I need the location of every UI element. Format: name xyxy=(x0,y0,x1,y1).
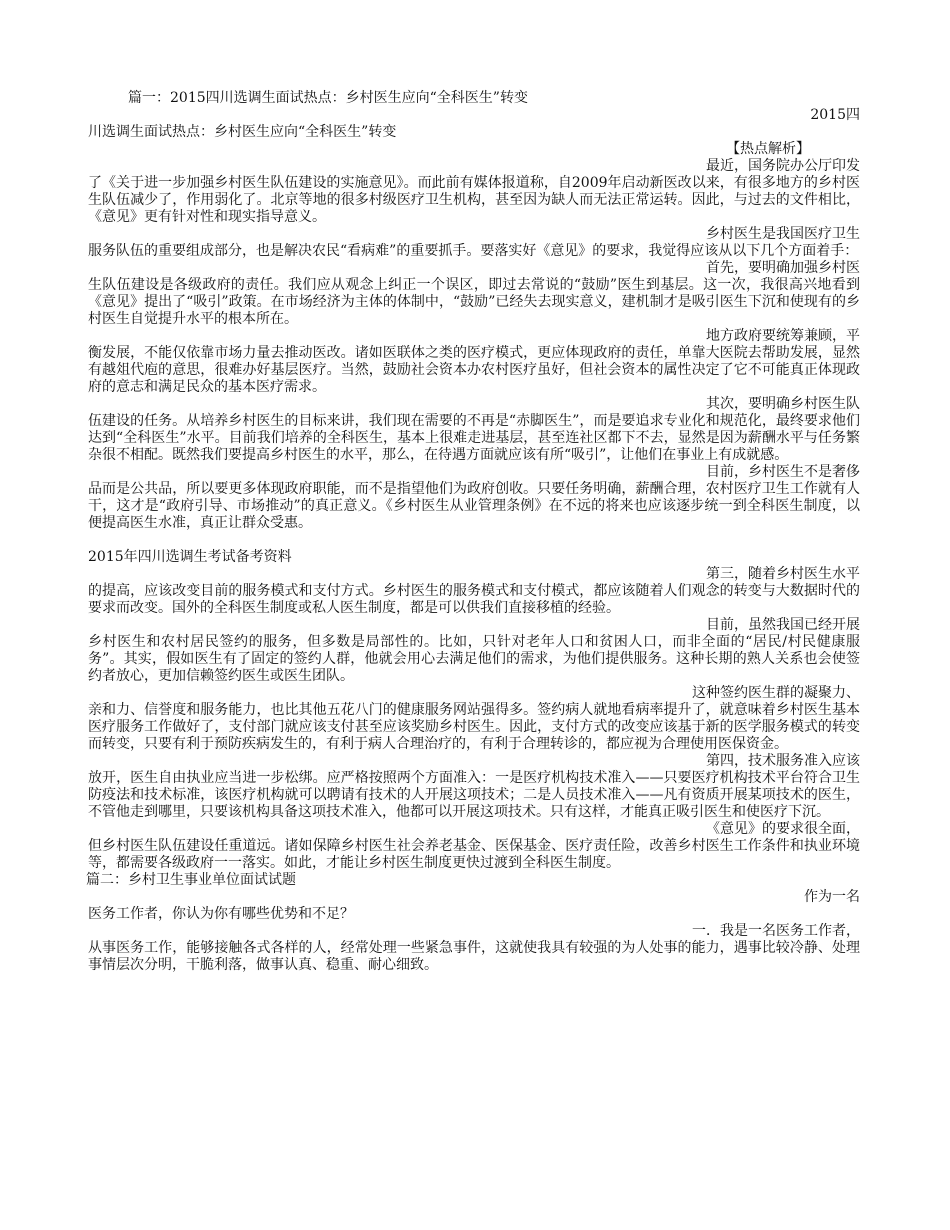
article-title-1: 篇一：2015四川选调生面试热点：乡村医生应向“全科医生”转变 xyxy=(128,90,528,106)
paragraph-9: 亲和力、信誉度和服务能力，也比其他五花八门的健康服务网站强得多。签约病人就地看病率提升了，就意味着乡村医生基本医疗服务工作做好了，支付部门就应该支付甚至应该奖励乡村医生。因此，支付方式的改变应该基于新的医学服务模式的转变而转变，只要有利于预防疾病发生的，有利于病人合理治疗的，有利于合理转诊的，都应视为合理使用医保资金。 xyxy=(88,702,860,752)
paragraph-2: 服务队伍的重要组成部分，也是解决农民“看病难”的重要抓手。要落实好《意见》的要求，我觉得应该从以下几个方面着手： xyxy=(88,243,859,259)
hot-analysis-heading: 【热点解析】 xyxy=(726,141,810,157)
paragraph-3: 生队伍建设是各级政府的责任。我们应从观念上纠正一个误区，即过去常说的“鼓励”医生到基层。这一次，我很高兴地看到《意见》提出了“吸引”政策。在市场经济为主体的体制中，“鼓励”已经失去现实意义，建机制才是吸引医生下沉和使现有的乡村医生自觉提升水平的根本所在。 xyxy=(88,277,860,327)
paragraph-1: 了《关于进一步加强乡村医生队伍建设的实施意见》。而此前有媒体报道称，自2009年启动新医改以来，有很多地方的乡村医生队伍减少了，作用弱化了。北京等地的很多村级医疗卫生机构，甚至因为缺人而无法正常运转。因此，与过去的文件相比，《意见》更有针对性和现实指导意义。 xyxy=(88,175,860,225)
paragraph-5-lead: 其次，要明确乡村医生队 xyxy=(706,396,860,412)
paragraph-2-lead: 乡村医生是我国医疗卫生 xyxy=(706,226,860,242)
paragraph-6-lead: 目前，乡村医生不是奢侈 xyxy=(706,464,860,480)
article-title-1-year: 2015四 xyxy=(810,107,860,123)
article-title-1-continued: 川选调生面试热点：乡村医生应向“全科医生”转变 xyxy=(88,124,397,140)
paragraph-8: 乡村医生和农村居民签约的服务，但多数是局部性的。比如，只针对老年人口和贫困人口，而非全面的“居民/村民健康服务”。其实，假如医生有了固定的签约人群，他就会用心去满足他们的需求，为他们提供服务。这种长期的熟人关系也会使签约者放心，更加信赖签约医生或医生团队。 xyxy=(88,634,860,684)
paragraph-8-lead: 目前，虽然我国已经开展 xyxy=(706,617,860,633)
paragraph-11: 但乡村医生队伍建设任重道远。诸如保障乡村医生社会养老基金、医保基金、医疗责任险，改善乡村医生工作条件和执业环境等，都需要各级政府一一落实。如此，才能让乡村医生制度更快过渡到全科医生制度。 xyxy=(88,838,860,871)
reference-title: 2015年四川选调生考试备考资料 xyxy=(88,549,292,565)
paragraph-7-lead: 第三，随着乡村医生水平 xyxy=(706,566,860,582)
paragraph-9-lead: 这种签约医生群的凝聚力、 xyxy=(692,685,860,701)
question-1-lead: 作为一名 xyxy=(804,889,860,905)
answer-1-lead: 一．我是一名医务工作者， xyxy=(692,923,860,939)
question-1: 医务工作者，你认为你有哪些优势和不足？ xyxy=(88,906,354,922)
paragraph-6: 品而是公共品，所以要更多体现政府职能，而不是指望他们为政府创收。只要任务明确，薪酬合理，农村医疗卫生工作就有人干，这才是“政府引导、市场推动”的真正意义。《乡村医生从业管理条例》在不远的将来也应该逐步统一到全科医生制度，以便提高医生水准，真正让群众受惠。 xyxy=(88,481,860,531)
paragraph-11-lead: 《意见》的要求很全面， xyxy=(706,821,860,837)
paragraph-7: 的提高，应该改变目前的服务模式和支付方式。乡村医生的服务模式和支付模式，都应该随着人们观念的转变与大数据时代的要求而改变。国外的全科医生制度或私人医生制度，都是可以供我们直接移植的经验。 xyxy=(88,583,860,616)
answer-1: 从事医务工作，能够接触各式各样的人，经常处理一些紧急事件，这就使我具有较强的为人处事的能力，遇事比较冷静、处理事情层次分明，干脆利落，做事认真、稳重、耐心细致。 xyxy=(88,940,860,973)
paragraph-5: 伍建设的任务。从培养乡村医生的目标来讲，我们现在需要的不再是“赤脚医生”，而是要追求专业化和规范化，最终要求他们达到“全科医生”水平。目前我们培养的全科医生，基本上很难走进基层，甚至连社区都下不去，显然是因为薪酬水平与任务繁杂很不相配。既然我们要提高乡村医生的水平，那么，在待遇方面就应该有所“吸引”，让他们在事业上有成就感。 xyxy=(88,413,860,463)
paragraph-10: 放开，医生自由执业应当进一步松绑。应严格按照两个方面准入：一是医疗机构技术准入——只要医疗机构技术平台符合卫生防疫法和技术标准，该医疗机构就可以聘请有技术的人开展这项技术；二是人员技术准入——凡有资质开展某项技术的医生，不管他走到哪里，只要该机构具备这项技术准入，他都可以开展这项技术。只有这样，才能真正吸引医生和使医疗下沉。 xyxy=(88,770,860,820)
paragraph-10-lead: 第四，技术服务准入应该 xyxy=(706,753,860,769)
paragraph-1-lead: 最近，国务院办公厅印发 xyxy=(706,158,860,174)
paragraph-4-lead: 地方政府要统筹兼顾，平 xyxy=(706,328,860,344)
paragraph-4: 衡发展，不能仅依靠市场力量去推动医改。诸如医联体之类的医疗模式，更应体现政府的责任，单靠大医院去帮助发展，显然有越俎代庖的意思，很难办好基层医疗。当然，鼓励社会资本办农村医疗虽好，但社会资本的属性决定了它不可能真正体现政府的意志和满足民众的基本医疗需求。 xyxy=(88,345,860,395)
article-title-2: 篇二：乡村卫生事业单位面试试题 xyxy=(86,872,296,888)
spacer xyxy=(88,532,860,549)
document-page xyxy=(88,90,860,974)
paragraph-3-lead: 首先，要明确加强乡村医 xyxy=(706,260,860,276)
